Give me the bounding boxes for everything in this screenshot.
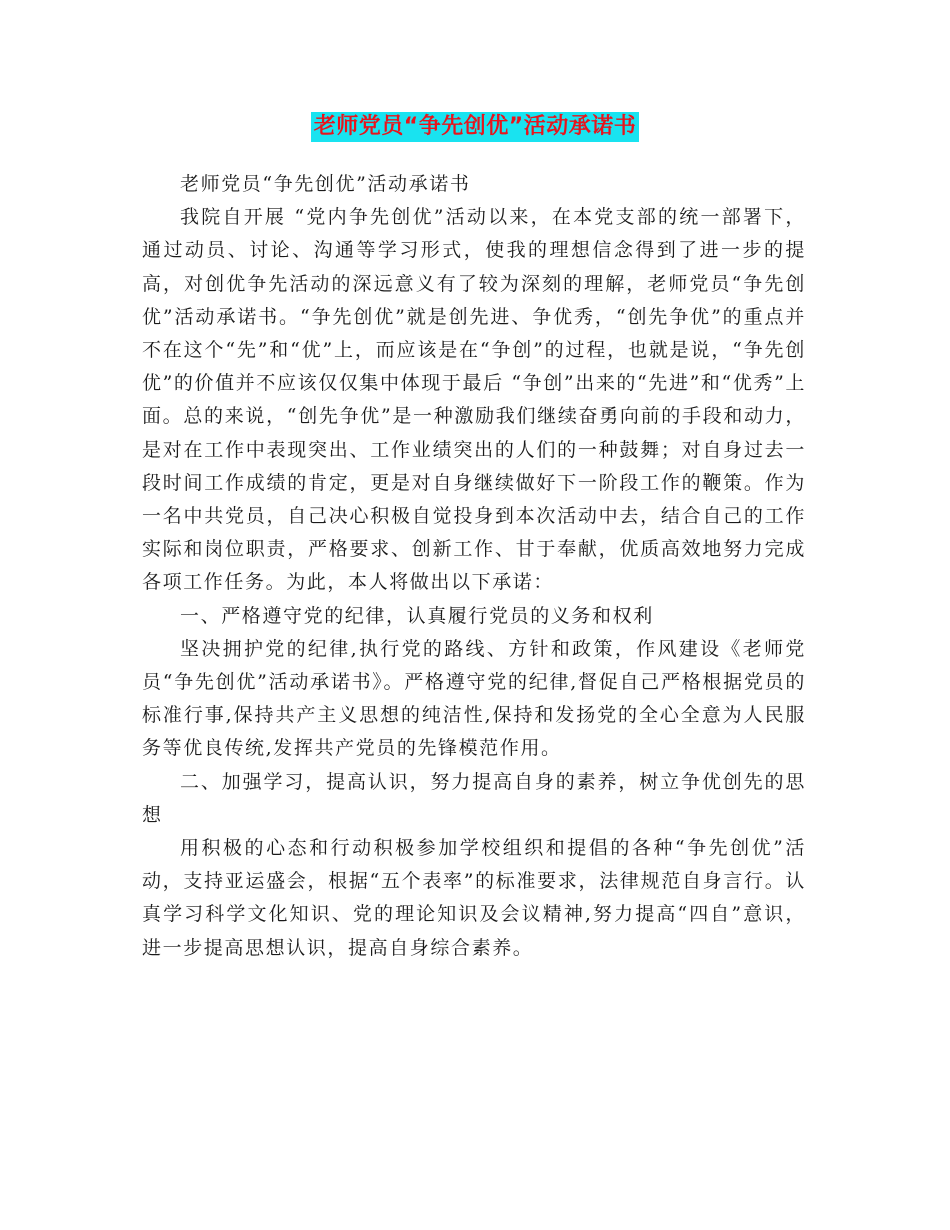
paragraph-subtitle: 老师党员“争先创优”活动承诺书 bbox=[180, 173, 471, 195]
title-container bbox=[0, 112, 950, 142]
document-title: 老师党员“争先创优”活动承诺书 bbox=[311, 112, 639, 142]
paragraph-intro: 我院自开展 “党内争先创优”活动以来，在本党支部的统一部署下，通过动员、讨论、沟通等学习形式，使我的理想信念得到了进一步的提高，对创优争先活动的深远意义有了较为深刻的理解，老师党员“争先创优”活动承诺书。“争先创优”就是创先进、争优秀，“创先争优”的重点并不在这个“先”和“优”上，而应该是在“争创”的过程，也就是说，“争先创优”的价值并不应该仅仅集中体现于最后 “争创”出来的“先进”和“优秀”上面。总的来说，“创先争优”是一种激励我们继续奋勇向前的手段和动力，是对在工作中表现突出、工作业绩突出的人们的一种鼓舞；对自身过去一段时间工作成绩的肯定，更是对自身继续做好下一阶段工作的鞭策。作为一名中共党员，自己决心积极自觉投身到本次活动中去，结合自己的工作实际和岗位职责，严格要求、创新工作、甘于奉献，优质高效地努力完成各项工作任务。为此，本人将做出以下承诺： bbox=[142, 206, 806, 594]
paragraph-heading-1: 一、严格遵守党的纪律，认真履行党员的义务和权利 bbox=[180, 604, 654, 627]
paragraph-section-2: 用积极的心态和行动积极参加学校组织和提倡的各种“争先创优”活动，支持亚运盛会，根据“五个表率”的标准要求，法律规范自身言行。认真学习科学文化知识、党的理论知识及会议精神,努力提高“四自”意识，进一步提高思想认识，提高自身综合素养。 bbox=[142, 837, 806, 959]
document-body bbox=[142, 168, 806, 965]
paragraph-heading-2: 二、加强学习，提高认识，努力提高自身的素养，树立争优创先的思想 bbox=[142, 770, 806, 826]
paragraph-section-1: 坚决拥护党的纪律,执行党的路线、方针和政策，作风建设《老师党员“争先创优”活动承诺书》。严格遵守党的纪律,督促自己严格根据党员的标准行事,保持共产主义思想的纯洁性,保持和发扬党的全心全意为人民服务等优良传统,发挥共产党员的先锋模范作用。 bbox=[142, 637, 806, 760]
